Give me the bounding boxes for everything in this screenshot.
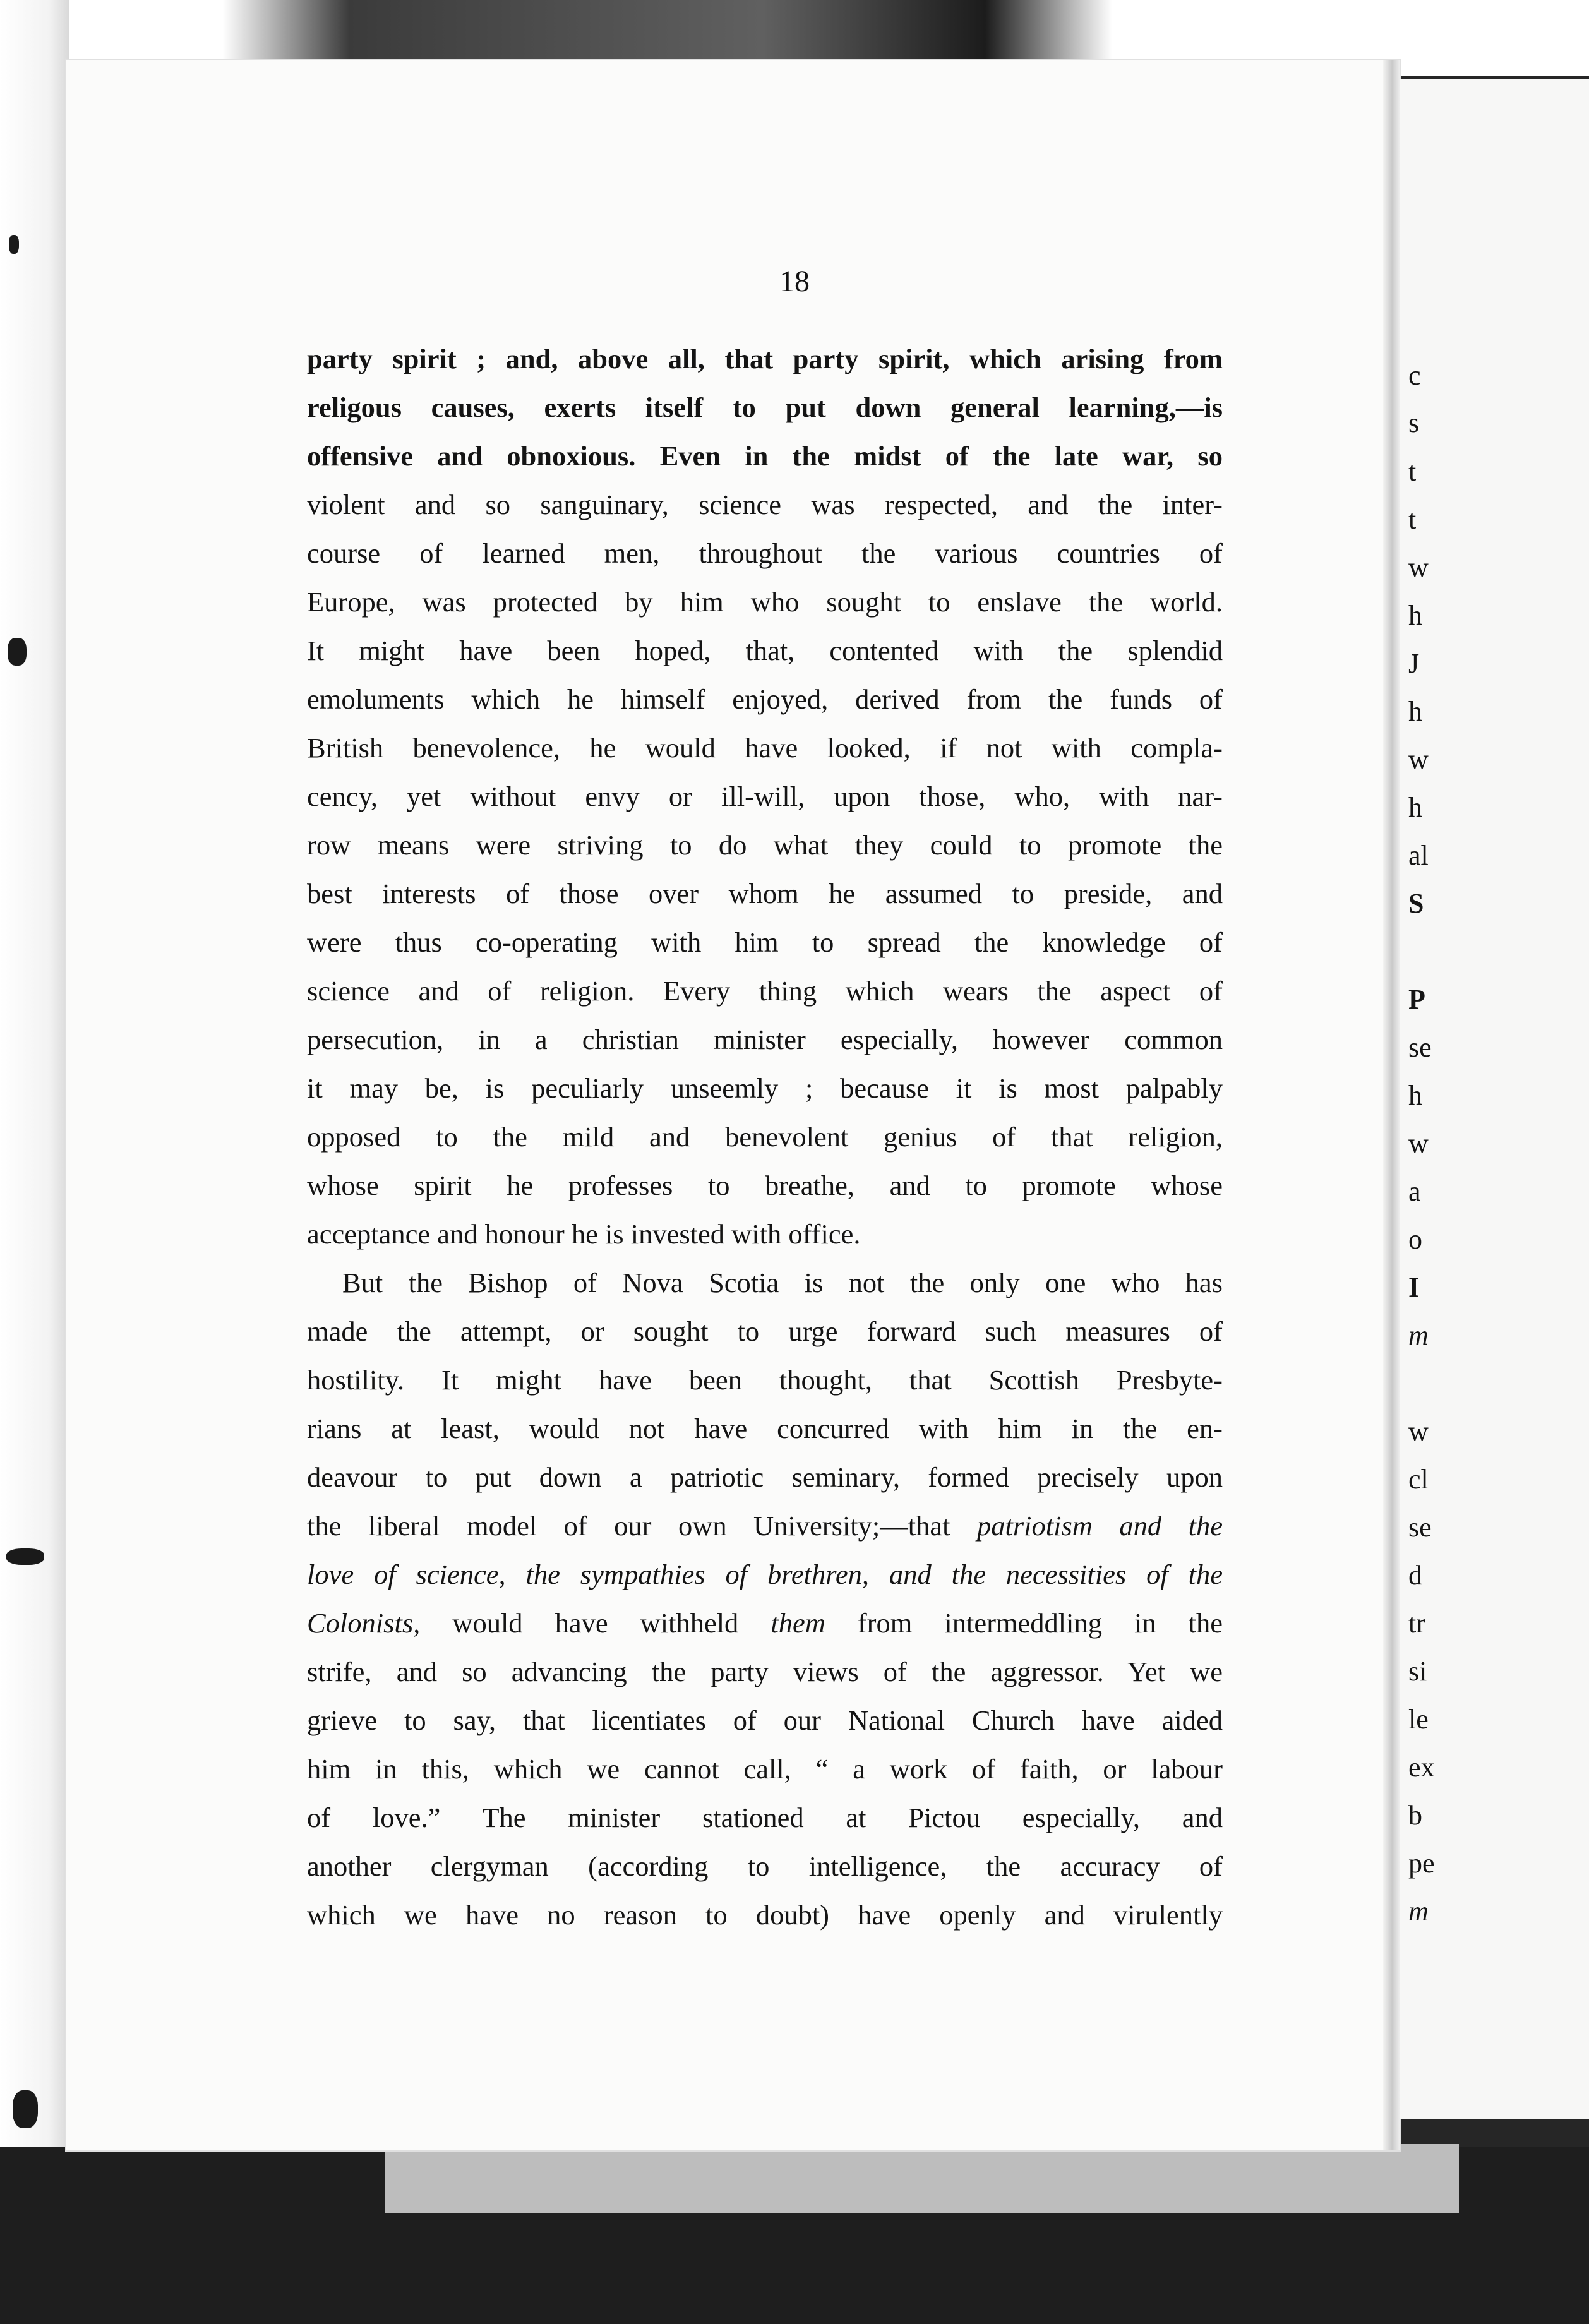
adjacent-page-letter: S <box>1408 888 1424 919</box>
adjacent-page-letter: ex <box>1408 1752 1435 1783</box>
page-gutter <box>1383 60 1400 2150</box>
body-text <box>307 335 1223 1939</box>
adjacent-page-letter: cl <box>1408 1464 1429 1495</box>
adjacent-page-letter: c <box>1408 360 1421 391</box>
text-line: It might have been hoped, that, contented with the splendid <box>307 635 1223 666</box>
text-line: But the Bishop of Nova Scotia is not the only one who has <box>342 1267 1223 1298</box>
adjacent-page-letter: tr <box>1408 1608 1425 1639</box>
adjacent-page-fragment <box>1400 79 1589 2119</box>
text-run: from intermeddling in the <box>825 1607 1223 1639</box>
adjacent-page-letter: a <box>1408 1176 1421 1207</box>
text-line-italic <box>307 1550 1223 1599</box>
adjacent-page-letter: h <box>1408 600 1422 631</box>
text-line: another clergyman (according to intelligence, the accuracy of <box>307 1850 1223 1882</box>
text-line: row means were striving to do what they could to promote the <box>307 829 1223 861</box>
text-line: offensive and obnoxious. Even in the midst of the late war, so <box>307 440 1223 472</box>
text-line: party spirit ; and, above all, that party spirit, which arising from <box>307 343 1223 374</box>
italic-run: them <box>771 1607 825 1639</box>
adjacent-page-letter: I <box>1408 1272 1420 1303</box>
text-line: best interests of those over whom he assumed to preside, and <box>307 878 1223 909</box>
text-line: whose spirit he professes to breathe, and to promote whose <box>307 1170 1223 1201</box>
text-line: hostility. It might have been thought, that Scottish Presbyte- <box>307 1364 1223 1396</box>
text-line: it may be, is peculiarly unseemly ; because it is most palpably <box>307 1072 1223 1104</box>
adjacent-page-letter: t <box>1408 504 1417 535</box>
text-line: emoluments which he himself enjoyed, derived from the funds of <box>307 683 1223 715</box>
adjacent-page-letter: si <box>1408 1656 1427 1687</box>
text-line: rians at least, would not have concurred with him in the en- <box>307 1413 1223 1444</box>
scan-speck <box>9 235 19 254</box>
adjacent-page-letter: h <box>1408 1080 1422 1111</box>
text-line-mixed <box>307 1502 1223 1550</box>
text-line: deavour to put down a patriotic seminary, formed precisely upon <box>307 1461 1223 1493</box>
text-line: of love.” The minister stationed at Pictou especially, and <box>307 1802 1223 1833</box>
adjacent-page-letter: h <box>1408 696 1422 727</box>
text-line: religous causes, exerts itself to put down general learning,—is <box>307 392 1223 423</box>
scan-speck <box>6 1548 44 1565</box>
adjacent-page-letter: le <box>1408 1704 1429 1735</box>
text-run: would have withheld <box>420 1607 771 1639</box>
text-run: the liberal model of our own University;—that <box>307 1510 977 1542</box>
adjacent-page-letter: d <box>1408 1560 1422 1591</box>
adjacent-page-letter: s <box>1408 407 1420 438</box>
text-line: violent and so sanguinary, science was respected, and the inter- <box>307 489 1223 520</box>
adjacent-page-letter: w <box>1408 552 1429 583</box>
text-line: acceptance and honour he is invested with office. <box>307 1218 861 1250</box>
text-line: made the attempt, or sought to urge forward such measures of <box>307 1315 1223 1347</box>
text-line: him in this, which we cannot call, “ a work of faith, or labour <box>307 1753 1223 1785</box>
adjacent-page-letter: al <box>1408 840 1429 871</box>
text-line: strife, and so advancing the party views of the aggressor. Yet we <box>307 1656 1223 1687</box>
text-line: Europe, was protected by him who sought to enslave the world. <box>307 586 1223 618</box>
adjacent-page-letter: w <box>1408 744 1429 775</box>
adjacent-page-letter: o <box>1408 1224 1422 1255</box>
adjacent-page-letter: se <box>1408 1032 1432 1063</box>
italic-run: patriotism and the <box>976 1510 1223 1542</box>
text-line: persecution, in a christian minister especially, however common <box>307 1024 1223 1055</box>
italic-run: love of science, the sympathies of brethren, and the necessities of the <box>307 1559 1223 1590</box>
adjacent-page-letter: m <box>1408 1320 1429 1351</box>
page-bottom-edge <box>385 2144 1459 2213</box>
adjacent-page-letter: h <box>1408 792 1422 823</box>
adjacent-page-letter: w <box>1408 1128 1429 1159</box>
scan-speck <box>13 2090 38 2128</box>
text-line: British benevolence, he would have looked, if not with compla- <box>307 732 1223 764</box>
text-line: grieve to say, that licentiates of our National Church have aided <box>307 1704 1223 1736</box>
adjacent-page-letter: t <box>1408 456 1417 487</box>
italic-run: Colonists, <box>307 1607 421 1639</box>
scan-left-margin <box>0 0 69 2324</box>
adjacent-page-letter: pe <box>1408 1848 1435 1879</box>
text-line: were thus co-operating with him to spread the knowledge of <box>307 926 1223 958</box>
adjacent-page-letter: w <box>1408 1416 1429 1447</box>
adjacent-page-letter: J <box>1408 648 1420 679</box>
page-number: 18 <box>779 265 810 298</box>
text-line: course of learned men, throughout the various countries of <box>307 537 1223 569</box>
scan-speck <box>8 638 27 666</box>
text-line: opposed to the mild and benevolent genius of that religion, <box>307 1121 1223 1153</box>
text-line-mixed <box>307 1599 1223 1648</box>
adjacent-page-letter: b <box>1408 1800 1422 1831</box>
text-line: which we have no reason to doubt) have openly and virulently <box>307 1899 1223 1931</box>
adjacent-page-letter: m <box>1408 1896 1429 1927</box>
adjacent-page-letter: P <box>1408 984 1425 1015</box>
adjacent-page-letter: se <box>1408 1512 1432 1543</box>
text-line: cency, yet without envy or ill-will, upon those, who, with nar- <box>307 781 1223 812</box>
text-line: science and of religion. Every thing which wears the aspect of <box>307 975 1223 1007</box>
